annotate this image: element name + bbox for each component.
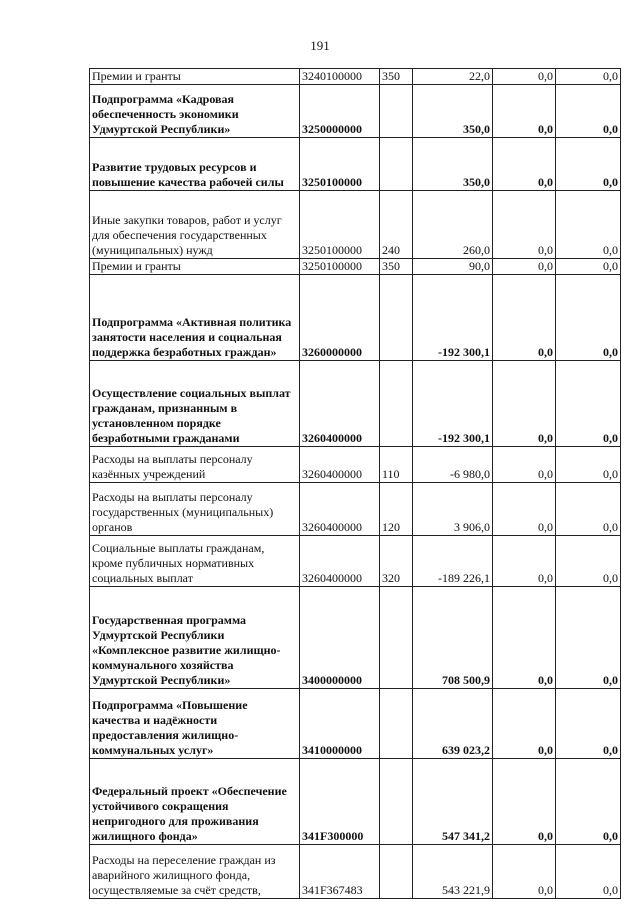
row-name-cell: Федеральный проект «Обеспечение устойчивого сокращения непригодного для проживания жилищного фонда» <box>90 759 300 845</box>
table-row <box>90 69 621 85</box>
table-row <box>90 483 621 536</box>
amount-year2-cell: 0,0 <box>493 447 556 483</box>
target-code-cell: 3250100000 <box>300 191 380 259</box>
expense-type-cell: 350 <box>380 69 413 85</box>
table-row <box>90 447 621 483</box>
table-row <box>90 689 621 759</box>
amount-year3-cell: 0,0 <box>556 191 621 259</box>
amount-cell: 260,0 <box>413 191 493 259</box>
expense-type-cell <box>380 85 413 138</box>
amount-year3-cell: 0,0 <box>556 587 621 689</box>
amount-cell: 90,0 <box>413 259 493 275</box>
amount-cell: -192 300,1 <box>413 361 493 447</box>
amount-year2-cell: 0,0 <box>493 587 556 689</box>
amount-year3-cell: 0,0 <box>556 689 621 759</box>
amount-cell: 639 023,2 <box>413 689 493 759</box>
expense-type-cell: 320 <box>380 536 413 587</box>
table-row <box>90 587 621 689</box>
row-name-cell: Развитие трудовых ресурсов и повышение качества рабочей силы <box>90 138 300 191</box>
amount-year2-cell: 0,0 <box>493 845 556 899</box>
amount-year3-cell: 0,0 <box>556 845 621 899</box>
expense-type-cell <box>380 275 413 361</box>
amount-year2-cell: 0,0 <box>493 85 556 138</box>
amount-year3-cell: 0,0 <box>556 138 621 191</box>
amount-year3-cell: 0,0 <box>556 759 621 845</box>
table-row <box>90 361 621 447</box>
expense-type-cell <box>380 689 413 759</box>
table-row <box>90 845 621 899</box>
table-row <box>90 536 621 587</box>
row-name-cell: Расходы на выплаты персоналу государственных (муниципальных) органов <box>90 483 300 536</box>
amount-cell: 543 221,9 <box>413 845 493 899</box>
expense-type-cell <box>380 587 413 689</box>
table-body <box>90 69 621 899</box>
target-code-cell: 3250000000 <box>300 85 380 138</box>
expense-type-cell: 240 <box>380 191 413 259</box>
target-code-cell: 3400000000 <box>300 587 380 689</box>
amount-cell: 708 500,9 <box>413 587 493 689</box>
target-code-cell: 341F367483 <box>300 845 380 899</box>
table-row <box>90 138 621 191</box>
target-code-cell: 3260000000 <box>300 275 380 361</box>
amount-year2-cell: 0,0 <box>493 138 556 191</box>
amount-year3-cell: 0,0 <box>556 447 621 483</box>
amount-year3-cell: 0,0 <box>556 69 621 85</box>
amount-cell: 350,0 <box>413 138 493 191</box>
target-code-cell: 3410000000 <box>300 689 380 759</box>
table-row <box>90 275 621 361</box>
row-name-cell: Расходы на выплаты персоналу казённых учреждений <box>90 447 300 483</box>
amount-year2-cell: 0,0 <box>493 69 556 85</box>
row-name-cell: Социальные выплаты гражданам, кроме публичных нормативных социальных выплат <box>90 536 300 587</box>
target-code-cell: 3240100000 <box>300 69 380 85</box>
expense-type-cell: 120 <box>380 483 413 536</box>
amount-year3-cell: 0,0 <box>556 259 621 275</box>
expense-type-cell <box>380 361 413 447</box>
expense-type-cell <box>380 759 413 845</box>
amount-year2-cell: 0,0 <box>493 689 556 759</box>
amount-year2-cell: 0,0 <box>493 191 556 259</box>
expense-type-cell <box>380 845 413 899</box>
target-code-cell: 3250100000 <box>300 138 380 191</box>
row-name-cell: Премии и гранты <box>90 259 300 275</box>
expense-type-cell: 110 <box>380 447 413 483</box>
amount-cell: 3 906,0 <box>413 483 493 536</box>
amount-year2-cell: 0,0 <box>493 483 556 536</box>
target-code-cell: 3260400000 <box>300 361 380 447</box>
amount-cell: 547 341,2 <box>413 759 493 845</box>
amount-cell: -6 980,0 <box>413 447 493 483</box>
amount-year2-cell: 0,0 <box>493 361 556 447</box>
target-code-cell: 3260400000 <box>300 447 380 483</box>
row-name-cell: Расходы на переселение граждан из аварийного жилищного фонда, осуществляемые за счёт средств, <box>90 845 300 899</box>
expense-type-cell <box>380 138 413 191</box>
row-name-cell: Государственная программа Удмуртской Республики «Комплексное развитие жилищно-коммунального хозяйства Удмуртской Республики» <box>90 587 300 689</box>
target-code-cell: 341F300000 <box>300 759 380 845</box>
table-row <box>90 191 621 259</box>
expense-type-cell: 350 <box>380 259 413 275</box>
amount-year2-cell: 0,0 <box>493 536 556 587</box>
amount-year3-cell: 0,0 <box>556 275 621 361</box>
row-name-cell: Премии и гранты <box>90 69 300 85</box>
amount-cell: 22,0 <box>413 69 493 85</box>
table-row <box>90 759 621 845</box>
amount-year3-cell: 0,0 <box>556 483 621 536</box>
table-row <box>90 85 621 138</box>
row-name-cell: Подпрограмма «Активная политика занятости населения и социальная поддержка безработных граждан» <box>90 275 300 361</box>
row-name-cell: Осуществление социальных выплат гражданам, признанным в установленном порядке безработными гражданами <box>90 361 300 447</box>
amount-year3-cell: 0,0 <box>556 361 621 447</box>
target-code-cell: 3260400000 <box>300 483 380 536</box>
row-name-cell: Подпрограмма «Повышение качества и надёжности предоставления жилищно-коммунальных услуг» <box>90 689 300 759</box>
amount-cell: -192 300,1 <box>413 275 493 361</box>
row-name-cell: Иные закупки товаров, работ и услуг для обеспечения государственных (муниципальных) нужд <box>90 191 300 259</box>
amount-cell: -189 226,1 <box>413 536 493 587</box>
table-row <box>90 259 621 275</box>
amount-year3-cell: 0,0 <box>556 85 621 138</box>
amount-year3-cell: 0,0 <box>556 536 621 587</box>
amount-year2-cell: 0,0 <box>493 259 556 275</box>
target-code-cell: 3250100000 <box>300 259 380 275</box>
amount-year2-cell: 0,0 <box>493 275 556 361</box>
row-name-cell: Подпрограмма «Кадровая обеспеченность экономики Удмуртской Республики» <box>90 85 300 138</box>
budget-table <box>89 68 621 899</box>
page-number: 191 <box>310 38 330 53</box>
amount-cell: 350,0 <box>413 85 493 138</box>
target-code-cell: 3260400000 <box>300 536 380 587</box>
amount-year2-cell: 0,0 <box>493 759 556 845</box>
